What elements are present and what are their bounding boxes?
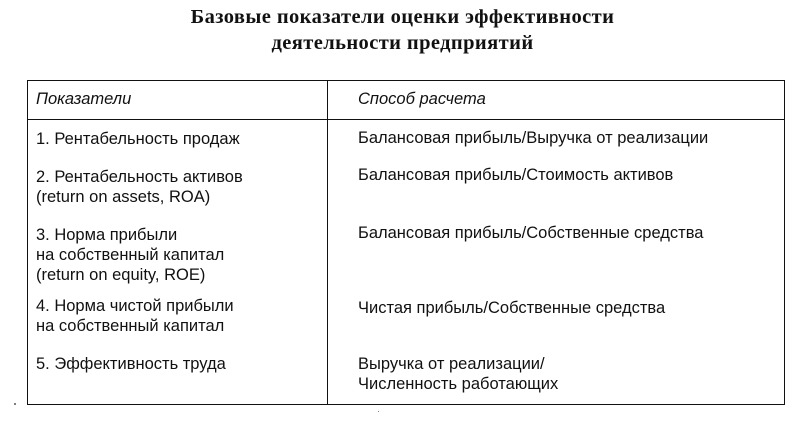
row-5-indicator: [36, 354, 321, 374]
row-4-method: [358, 298, 783, 318]
title-line-2: деятельности предприятий: [271, 32, 534, 54]
row-3-indicator-line-1: 3. Норма прибыли: [36, 226, 178, 244]
column-divider: [327, 81, 328, 404]
title-line-1: Базовые показатели оценки эффективности: [190, 6, 615, 28]
row-3-indicator-line-2: на собственный капитал: [36, 246, 225, 264]
row-3-indicator: [36, 225, 321, 285]
row-3-method: [358, 223, 783, 243]
row-5-method-line-1: Выручка от реализации/: [358, 355, 545, 373]
page-title: [0, 4, 805, 56]
row-1-indicator-line-1: 1. Рентабельность продаж: [36, 130, 240, 148]
row-4-indicator: [36, 296, 321, 336]
row-2-method-line-1: Балансовая прибыль/Стоимость активов: [358, 166, 674, 184]
row-2-method: [358, 165, 783, 185]
row-4-indicator-line-1: 4. Норма чистой прибыли: [36, 297, 234, 315]
row-2-indicator: [36, 167, 321, 207]
row-1-method: [358, 128, 783, 148]
row-4-method-line-1: Чистая прибыль/Собственные средства: [358, 299, 666, 317]
row-5-indicator-line-1: 5. Эффективность труда: [36, 355, 226, 373]
header-indicator: Показатели: [36, 90, 132, 108]
row-4-indicator-line-2: на собственный капитал: [36, 317, 225, 335]
scan-speck: [378, 411, 379, 412]
row-2-indicator-line-1: 2. Рентабельность активов: [36, 168, 243, 186]
header-method: Способ расчета: [358, 90, 486, 108]
row-1-indicator: [36, 129, 321, 149]
header-divider: [28, 119, 784, 120]
row-5-method: [358, 354, 783, 394]
row-3-indicator-line-3: (return on equity, ROE): [36, 266, 206, 284]
scan-speck: [14, 403, 16, 405]
row-1-method-line-1: Балансовая прибыль/Выручка от реализации: [358, 129, 709, 147]
row-2-indicator-line-2: (return on assets, ROA): [36, 188, 211, 206]
row-5-method-line-2: Численность работающих: [358, 375, 559, 393]
indicators-table: [27, 80, 785, 405]
row-3-method-line-1: Балансовая прибыль/Собственные средства: [358, 224, 704, 242]
